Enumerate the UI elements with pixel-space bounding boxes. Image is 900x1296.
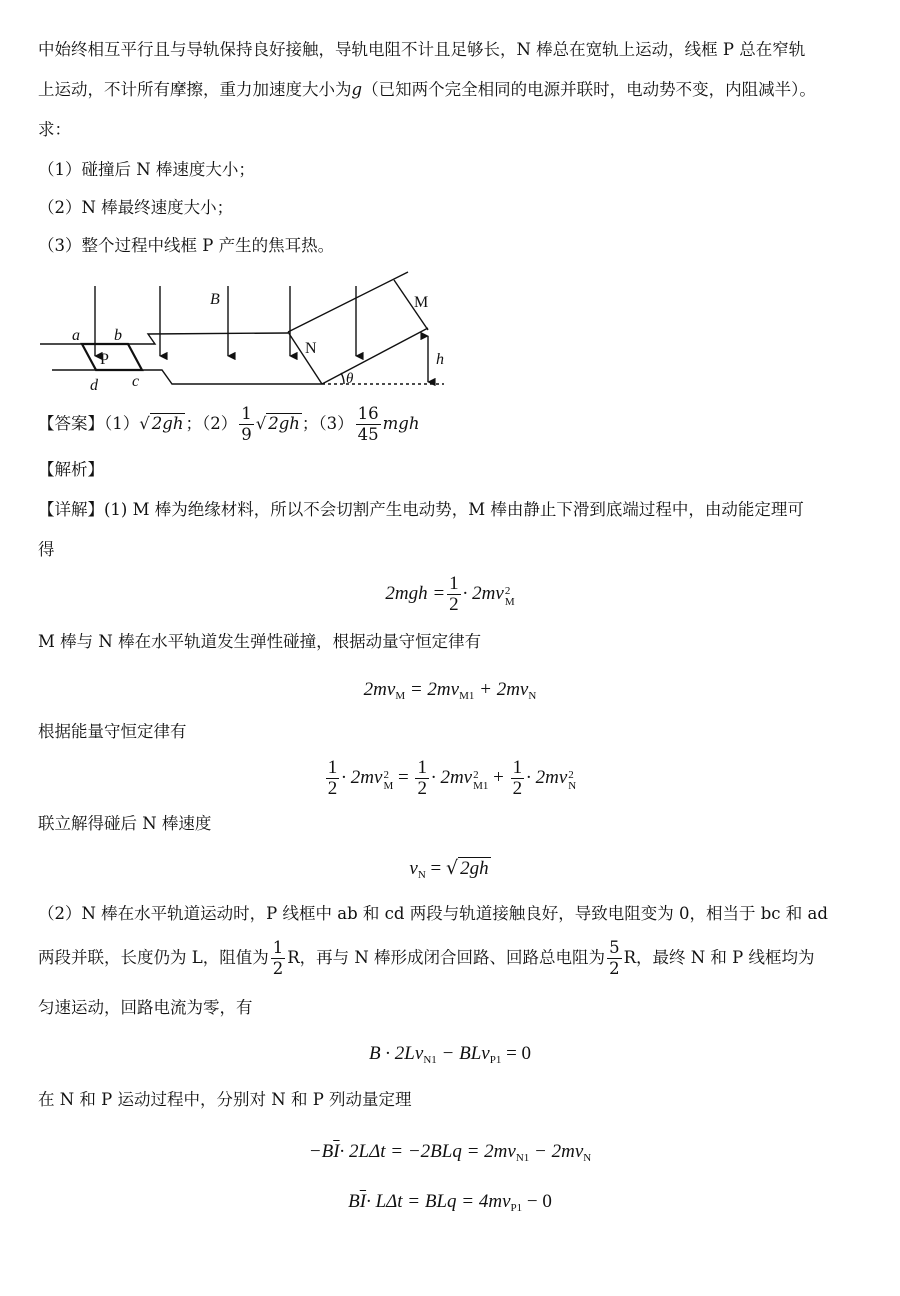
frame-p: [82, 344, 142, 370]
question-1: （1）碰撞后 N 棒速度大小；: [38, 160, 255, 179]
label-B: B: [210, 291, 220, 308]
intro-line-1: 中始终相互平行且与导轨保持良好接触，导轨电阻不计且足够长，N 棒总在宽轨上运动，线框 P 总在窄轨: [38, 40, 806, 59]
label-d: d: [90, 377, 98, 394]
question-3: （3）整个过程中线框 P 产生的焦耳热。: [38, 236, 335, 255]
equation-3: $\frac{1}{2}$ · 2mv 2 M = $\frac{1}{2}$ · 2mv 2 M1 + $\frac{1}{2}$ · 2mv 2 N: [327, 757, 577, 799]
incline-top: [288, 272, 408, 332]
answer-1: √ 2gh: [139, 414, 184, 433]
label-a: a: [72, 327, 80, 344]
theta-arc: [341, 373, 344, 384]
detail-line-2: 得: [38, 540, 55, 559]
intro-line-3: 求：: [38, 120, 71, 139]
part2-line-3: 匀速运动，回路电流为零，有: [38, 998, 253, 1017]
part2-line-2: 两段并联，长度仍为 L，阻值为 $\frac{1}{2}$ R，再与 N 棒形成闭合回路、回路总电阻为 $\frac{5}{2}$ R，最终 N 和 P 线框均为: [38, 938, 815, 978]
label-P: P: [100, 351, 109, 368]
text-collision: M 棒与 N 棒在水平轨道发生弹性碰撞，根据动量守恒定律有: [38, 632, 482, 651]
label-c: c: [132, 373, 140, 390]
question-2: （2）N 棒最终速度大小；: [38, 198, 234, 217]
text-solve: 联立解得碰后 N 棒速度: [38, 814, 212, 833]
equation-4: $v_N$ = √ 2gh: [409, 857, 489, 881]
part2-line-1: （2）N 棒在水平轨道运动时，P 线框中 ab 和 cd 两段与轨道接触良好，导致电阻变为 0，相当于 bc 和 ad: [38, 904, 828, 923]
label-N: N: [305, 340, 317, 357]
analysis-label: 【解析】: [38, 460, 104, 479]
label-M: M: [414, 294, 429, 311]
label-theta: θ: [346, 371, 354, 387]
detail-line-1: 【详解】(1) M 棒为绝缘材料，所以不会切割产生电动势，M 棒由静止下滑到底端过程中，由动能定理可: [38, 500, 804, 519]
answer-2-fraction: $\frac{1}{9}$: [241, 404, 252, 444]
text-momentum: 在 N 和 P 运动过程中，分别对 N 和 P 列动量定理: [38, 1090, 412, 1109]
text-energy: 根据能量守恒定律有: [38, 722, 187, 741]
answer-3-fraction: $\frac{16}{45}$: [357, 404, 379, 444]
equation-5: $B \cdot 2Lv_{N1} - BLv_{P1} = 0$: [368, 1043, 532, 1066]
physics-diagram: [0, 260, 900, 400]
label-h: h: [436, 351, 444, 368]
equation-1: 2mgh = $\frac{1}{2}$ · 2mv 2 M: [385, 573, 515, 615]
equation-7: $B\overline{I}\cdot L\Delta t$ = BLq = $4mv_{P1} - 0$: [348, 1191, 552, 1214]
equation-2: $2mv_M = 2mv_{M1} + 2mv_N$: [363, 679, 537, 702]
answer-line: 【答案】（1）√ 2gh ；（2） $\frac{1}{9}$ √ 2gh ；（3） $\frac{16}{45}$ mgh: [38, 404, 420, 444]
equation-6: $-B\overline{I}\cdot 2L\Delta t = -2BLq = 2mv_{N1} - 2mv_N$: [308, 1141, 592, 1164]
incline-bottom: [322, 328, 428, 384]
label-b: b: [114, 327, 122, 344]
intro-line-2: 上运动，不计所有摩擦，重力加速度大小为g（已知两个完全相同的电源并联时，电动势不变，内阻减半）。: [38, 80, 816, 99]
